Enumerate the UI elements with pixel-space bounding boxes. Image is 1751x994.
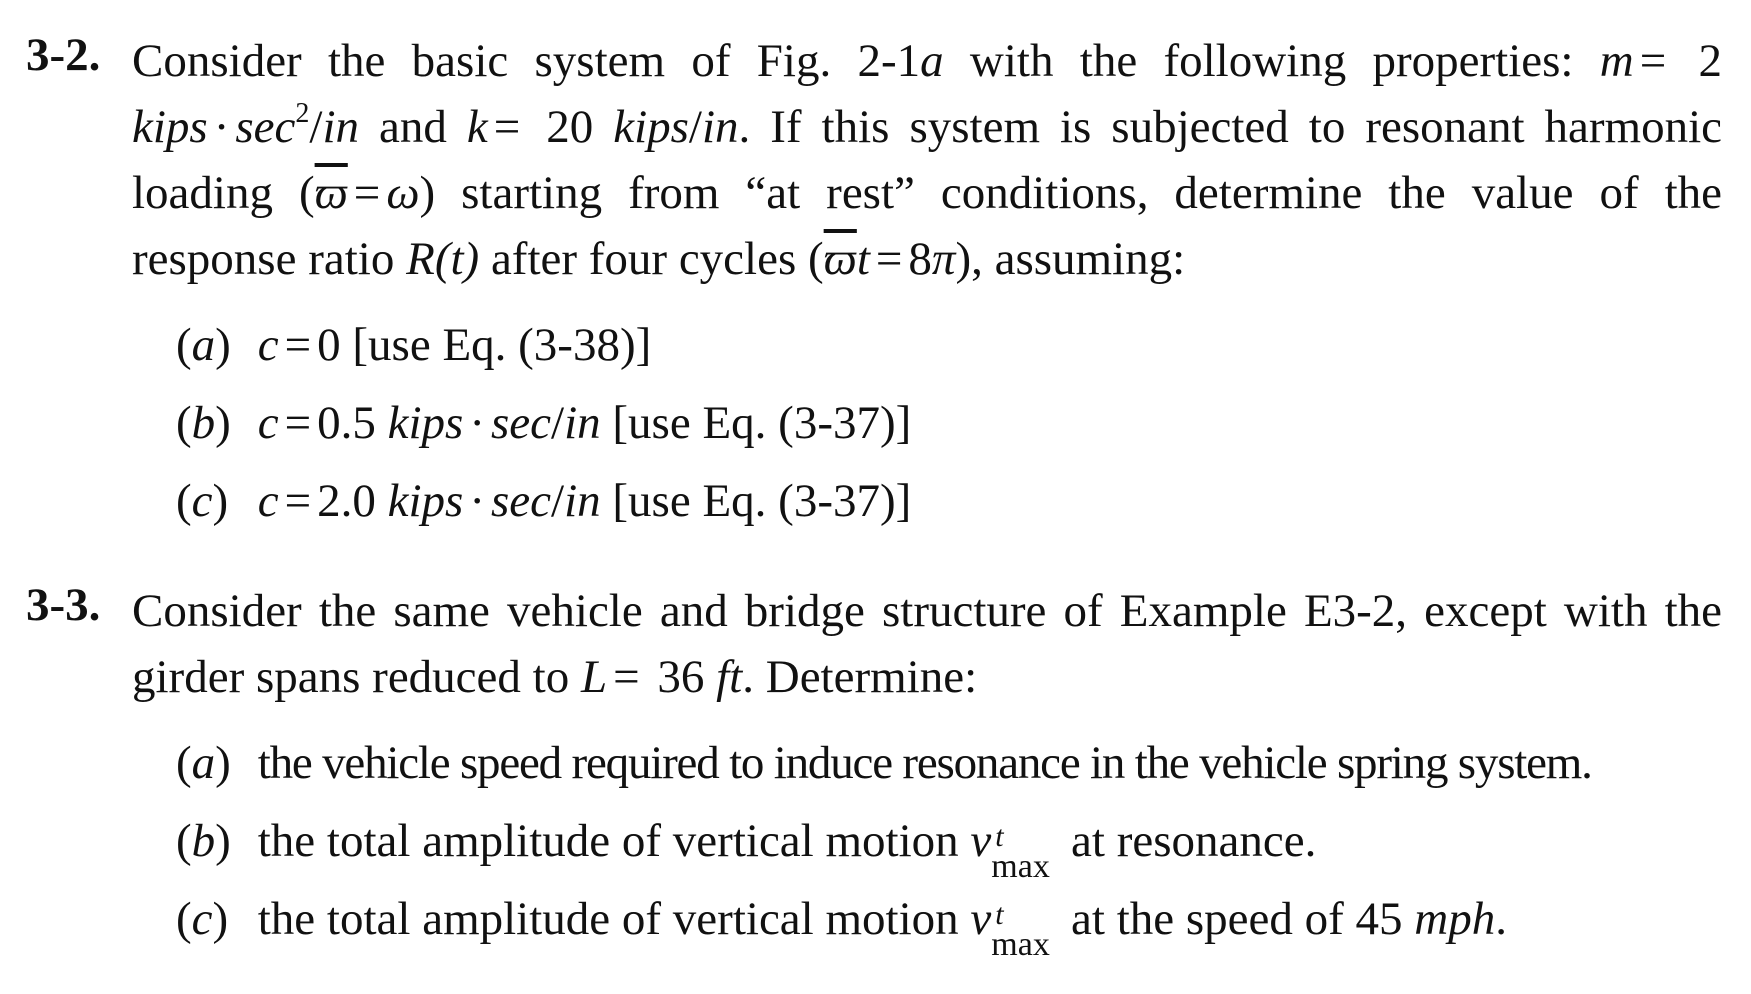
- symbol-pi: π: [931, 233, 956, 285]
- subparts-list: [176, 306, 1726, 540]
- problem-3-2: [26, 28, 1726, 540]
- span-value: 36: [645, 651, 717, 703]
- symbol-omega: ω: [386, 167, 420, 219]
- statement-text: with the following properties:: [943, 35, 1600, 87]
- subpart-text: the vehicle speed required to induce resonance in the vehicle spring system.: [257, 737, 1592, 789]
- damping-value: 0.5: [317, 397, 388, 449]
- subpart-text: the total amplitude of vertical motion: [257, 815, 971, 867]
- unit-in: in: [322, 101, 360, 153]
- unit-sec: sec: [491, 397, 552, 449]
- statement-text: . If this system is subjected to resonant harmonic loading (: [132, 101, 1723, 219]
- subpart-a: [176, 724, 1726, 802]
- unit-sec: sec: [235, 101, 296, 153]
- symbol-t: t: [856, 233, 870, 285]
- statement-text: Consider the basic system of Fig. 2-1: [132, 35, 921, 87]
- slash: /: [551, 397, 565, 449]
- unit-kips: kips: [132, 101, 208, 153]
- subpart-label: (b): [176, 815, 231, 867]
- unit-in: in: [701, 101, 739, 153]
- sup-sub-script: [991, 816, 1059, 885]
- sup-sub-script: [991, 894, 1059, 963]
- symbol-m: m: [1599, 35, 1634, 87]
- subpart-label: (a): [176, 737, 231, 789]
- symbol-k: k: [466, 101, 488, 153]
- dot-operator: ·: [469, 475, 486, 527]
- symbol-c: c: [257, 397, 279, 449]
- stiffness-value: 20: [526, 101, 614, 153]
- statement-text: Consider the same vehicle and bridge structure of Example E3-2, except with the girder spans reduced to: [132, 585, 1722, 703]
- slash: /: [309, 101, 323, 153]
- statement-text: after four cycles (: [479, 233, 824, 285]
- symbol-t-arg: (t): [434, 233, 480, 285]
- unit-kips: kips: [613, 101, 689, 153]
- equals-sign: =: [613, 651, 640, 703]
- problem-statement: [132, 28, 1722, 292]
- subpart-label: (a): [176, 319, 231, 371]
- subpart-c: [176, 462, 1726, 540]
- equals-sign: =: [284, 319, 312, 371]
- exponent: 2: [295, 98, 310, 129]
- equation-note: [use Eq. (3-37)]: [600, 475, 912, 527]
- subpart-c: [176, 880, 1726, 963]
- slash: /: [688, 101, 702, 153]
- subpart-label: (c): [176, 475, 229, 527]
- superscript-t: t: [995, 898, 1004, 931]
- symbol-v: v: [970, 893, 992, 945]
- mass-value: 2: [1698, 35, 1723, 87]
- figure-suffix: a: [920, 35, 944, 87]
- symbol-L: L: [580, 651, 608, 703]
- unit-ft: ft: [716, 651, 743, 703]
- subpart-text: the total amplitude of vertical motion: [257, 893, 971, 945]
- superscript-t: t: [995, 820, 1004, 853]
- dot-operator: ·: [469, 397, 486, 449]
- equals-sign: =: [1639, 35, 1667, 87]
- subpart-label: (b): [176, 397, 231, 449]
- symbol-v: v: [970, 815, 992, 867]
- statement-text: ) starting from “at rest” conditions, determine the value of the response ratio: [132, 167, 1722, 285]
- symbol-omega-bar: $\overline{ϖ}$: [314, 167, 348, 219]
- equals-sign: =: [284, 397, 312, 449]
- unit-mph: mph: [1414, 893, 1496, 945]
- equals-sign: =: [353, 167, 381, 219]
- problem-number: 3-3.: [26, 579, 101, 631]
- unit-kips: kips: [387, 475, 464, 527]
- equals-sign: =: [875, 233, 903, 285]
- subpart-a: [176, 306, 1726, 384]
- problem-number: 3-2.: [26, 29, 101, 81]
- unit-in: in: [564, 397, 601, 449]
- subpart-label: (c): [176, 893, 229, 945]
- subpart-b: [176, 384, 1726, 462]
- symbol-omega-bar: $\overline{ϖ}$: [823, 233, 857, 285]
- unit-in: in: [564, 475, 601, 527]
- period: .: [1495, 893, 1507, 945]
- subscript-max: max: [991, 848, 1050, 885]
- subscript-max: max: [991, 926, 1050, 963]
- symbol-c: c: [257, 475, 279, 527]
- equation-note: [use Eq. (3-38)]: [340, 319, 652, 371]
- damping-value: 0: [317, 319, 341, 371]
- equation-note: [use Eq. (3-37)]: [600, 397, 912, 449]
- unit-kips: kips: [387, 397, 464, 449]
- equals-sign: =: [493, 101, 521, 153]
- damping-value: 2.0: [317, 475, 388, 527]
- symbol-c: c: [257, 319, 279, 371]
- equals-sign: =: [284, 475, 312, 527]
- subparts-list: [176, 724, 1726, 963]
- statement-text: . Determine:: [742, 651, 978, 703]
- statement-text: and: [359, 101, 467, 153]
- symbol-R: R: [406, 233, 435, 285]
- slash: /: [551, 475, 565, 527]
- unit-sec: sec: [491, 475, 552, 527]
- subpart-text: at the speed of 45: [1059, 893, 1415, 945]
- dot-operator: ·: [213, 101, 230, 153]
- number-eight: 8: [908, 233, 932, 285]
- subpart-text: at resonance.: [1059, 815, 1317, 867]
- subpart-b: [176, 802, 1726, 885]
- problem-3-3: [26, 578, 1726, 963]
- statement-text: ), assuming:: [955, 233, 1186, 285]
- problem-statement: [132, 578, 1722, 710]
